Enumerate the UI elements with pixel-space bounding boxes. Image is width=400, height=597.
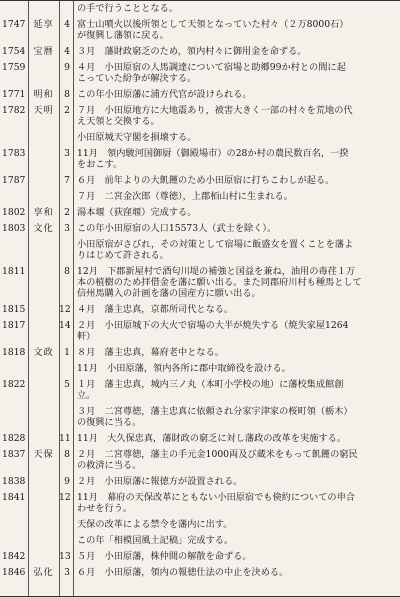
- era-year-cell: 8: [64, 449, 70, 460]
- era-year-cell: 9: [64, 62, 70, 73]
- event-text: 小田原城天守閣を損壊する。: [77, 132, 197, 143]
- era-cell: 宝暦: [33, 46, 54, 57]
- era-year-cell: 3: [64, 148, 70, 159]
- table-row: [0, 449, 400, 471]
- event-text: この年「相模国風土記稿」完成する。: [77, 535, 234, 546]
- table-row: [0, 519, 400, 530]
- event-text: ６月 小田原藩，領内の報徳仕法の中止を決める。: [77, 567, 289, 578]
- table-row: [0, 46, 400, 57]
- table-row: [0, 535, 400, 546]
- event-text: １月 藩主忠真，城内三ノ丸（本町小学校の地）に藩校集成館創 立。: [77, 379, 344, 401]
- era-cell: 明和: [33, 89, 54, 100]
- era-cell: 天保: [33, 449, 54, 460]
- event-text: ３月 二宮尊徳，藩主忠真に依頼され分家宇津家の桜町領（栃木） の復興に当る。: [77, 406, 353, 428]
- table-row: [0, 320, 400, 342]
- era-year-cell: 8: [64, 89, 70, 100]
- year-cell: 1818: [2, 347, 26, 358]
- table-row: [0, 406, 400, 428]
- event-text: ２月 小田原城下の大火で宿場の大半が焼失する（焼失家屋1264 軒）: [77, 320, 349, 342]
- era-year-cell: 3: [64, 567, 70, 578]
- table-row: [0, 476, 400, 487]
- era-year-cell: 2: [64, 105, 70, 116]
- era-year-cell: 14: [59, 320, 71, 331]
- table-row: [0, 347, 400, 358]
- event-text: 天保の改革による禁令を藩内に出す。: [77, 519, 233, 530]
- era-year-cell: 3: [64, 223, 70, 234]
- event-text: ５月 小田原藩，株仲間の解散を命ずる。: [77, 551, 252, 562]
- year-cell: 1771: [2, 89, 26, 100]
- table-row: [0, 191, 400, 202]
- event-text: ８月 藩主忠真，幕府老中となる。: [77, 347, 224, 358]
- year-cell: 1842: [2, 551, 26, 562]
- event-text: この年小田原藩に浦方代官が設けられる。: [77, 89, 252, 100]
- era-year-cell: 4: [64, 46, 70, 57]
- table-row: [0, 363, 400, 374]
- year-cell: 1828: [2, 433, 26, 444]
- era-year-cell: 1: [64, 347, 70, 358]
- event-text: 小田原宿がさびれ，その対策として宿場に飯盛女を置くことを藩よ りはじめて許される。: [77, 239, 354, 261]
- era-year-cell: 5: [64, 379, 70, 390]
- event-text: 湯本堰（荻窪堰）完成する。: [77, 207, 197, 218]
- year-cell: 1815: [2, 304, 26, 315]
- table-row: [0, 266, 400, 299]
- table-row: [0, 105, 400, 127]
- era-cell: 弘化: [33, 567, 54, 578]
- year-cell: 1783: [2, 148, 26, 159]
- event-text: ４月 藩主忠真，京都所司代となる。: [77, 304, 234, 315]
- era-year-cell: 11: [59, 433, 71, 444]
- event-text: 12月 下郡新屋村で酒匂川堤の補強と国益を兼ね，油用の毒荏１万 本の植樹のため拝借金を藩に願い出る。また同郡府川村も種馬として 信州馬購入の計画を藩の国産方に願い出る。: [77, 266, 362, 299]
- era-cell: 延享: [33, 19, 54, 30]
- year-cell: 1802: [2, 207, 26, 218]
- table-row: [0, 433, 400, 444]
- era-year-cell: 7: [64, 175, 70, 186]
- era-year-cell: 12: [59, 304, 71, 315]
- table-row: [0, 19, 400, 41]
- year-cell: 1803: [2, 223, 26, 234]
- event-text: この年小田原宿の人口15573人（武士を除く）。: [77, 223, 277, 234]
- era-cell: 天明: [33, 105, 54, 116]
- event-text: 11月 大久保忠真，藩財政の窮乏に対し藩政の改革を実施する。: [77, 433, 346, 444]
- year-cell: 1822: [2, 379, 26, 390]
- era-year-cell: 2: [64, 207, 70, 218]
- table-row: [0, 492, 400, 514]
- event-text: ７月 小田原地方に大地震あり，被害大きく一部の村々を荒地の代 え天領と交換する。: [77, 105, 353, 127]
- year-cell: 1846: [2, 567, 26, 578]
- year-cell: 1787: [2, 175, 26, 186]
- table-row: [0, 551, 400, 562]
- year-cell: 1841: [2, 492, 26, 503]
- event-text: の手で行うこととなる。: [77, 3, 179, 14]
- era-cell: 文化: [33, 223, 54, 234]
- event-text: ２月 小田原藩に報徳方が設置される。: [77, 476, 243, 487]
- event-text: 11月 小田原藩，領内各所に郡中取締役を設ける。: [77, 363, 291, 374]
- event-text: 11月 領内駿河国御厨（御殿場市）の28か村の農民数百名，一揆 をおこす。: [77, 148, 349, 170]
- era-year-cell: 4: [64, 19, 70, 30]
- event-text: ２月 二宮尊徳，藩主の手元金1000両及び蔵米をもって飢饉の窮民 の救済に当る。: [77, 449, 358, 471]
- table-row: [0, 3, 400, 14]
- table-row: [0, 567, 400, 578]
- table-row: [0, 132, 400, 143]
- table-row: [0, 239, 400, 261]
- era-year-cell: 9: [64, 476, 70, 487]
- era-year-cell: 8: [64, 266, 70, 277]
- era-year-cell: 12: [59, 492, 71, 503]
- table-row: [0, 89, 400, 100]
- year-cell: 1759: [2, 62, 26, 73]
- year-cell: 1811: [2, 266, 26, 277]
- event-text: ６月 前年よりの大飢饉のため小田原宿に打ちこわしが起る。: [77, 175, 335, 186]
- event-text: ３月 藩財政窮乏のため，領内村々に御用金を命ずる。: [77, 46, 307, 57]
- year-cell: 1747: [2, 19, 26, 30]
- table-row: [0, 62, 400, 84]
- table-row: [0, 148, 400, 170]
- table-row: [0, 379, 400, 401]
- era-year-cell: 13: [59, 551, 71, 562]
- event-text: 富士山噴火以後所領として天領となっていた村々（２万8000石） が復興し藩領に戻る。: [77, 19, 349, 41]
- year-cell: 1838: [2, 476, 26, 487]
- era-cell: 文政: [33, 347, 54, 358]
- table-row: [0, 304, 400, 315]
- table-row: [0, 223, 400, 234]
- table-row: [0, 175, 400, 186]
- table-row: [0, 207, 400, 218]
- year-cell: 1754: [2, 46, 26, 57]
- year-cell: 1837: [2, 449, 26, 460]
- year-cell: 1782: [2, 105, 26, 116]
- event-text: ７月 二宮金次郎（尊徳），上郡栢山村に生まれる。: [77, 191, 293, 202]
- event-text: 11月 幕府の天保改革にともない小田原宿でも倹約についての申合 わせを行う。: [77, 492, 355, 514]
- event-text: ４月 小田原宿の人馬調達について宿場と助郷99か村との間に起 こっていた紛争が解決する。: [77, 62, 346, 84]
- era-cell: 享和: [33, 207, 54, 218]
- year-cell: 1817: [2, 320, 26, 331]
